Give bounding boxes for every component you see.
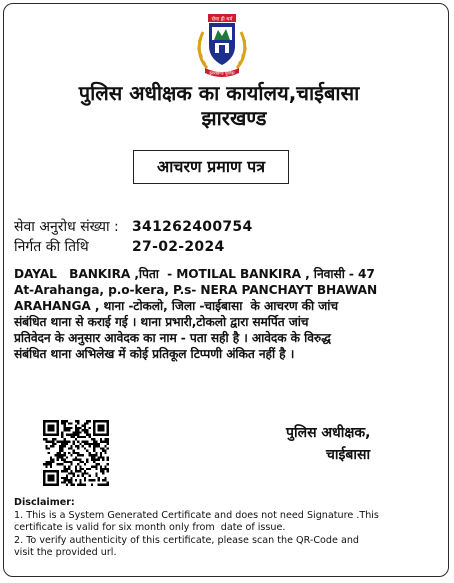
issue-date-row bbox=[14, 238, 225, 256]
disclaimer bbox=[14, 497, 444, 560]
jharkhand-police-emblem bbox=[193, 10, 251, 82]
laurel-left bbox=[197, 32, 207, 68]
service-request-value: 341262400754 bbox=[132, 219, 253, 235]
certificate-body bbox=[14, 266, 440, 362]
issue-date-value: 27-02-2024 bbox=[132, 239, 225, 255]
certificate-page bbox=[3, 3, 449, 577]
service-request-label: सेवा अनुरोध संख्या : bbox=[14, 219, 119, 235]
certificate-title: आचरण प्रमाण पत्र bbox=[133, 150, 289, 184]
office-title: पुलिस अधीक्षक का कार्यालय,चाईबासा bbox=[78, 81, 360, 105]
verification-qr-code[interactable] bbox=[43, 420, 109, 486]
issue-date-label: निर्गत की तिथि bbox=[14, 239, 89, 255]
emblem-scroll-text: झारखण्ड पुलिस bbox=[209, 71, 235, 77]
signature-location: चाईबासा bbox=[326, 447, 371, 463]
body-line: प्रतिवेदन के अनुसार आवेदक का नाम - पता सही है । आवेदक के विरुद्ध bbox=[14, 331, 331, 345]
disclaimer-line: 1. This is a System Generated Certificate and does not need Signature .This bbox=[14, 509, 379, 521]
office-state: झारखण्ड bbox=[201, 106, 267, 130]
service-request-row bbox=[14, 218, 253, 236]
disclaimer-heading: Disclaimer: bbox=[14, 497, 75, 508]
disclaimer-line: certificate is valid for six month only from date of issue. bbox=[14, 522, 286, 533]
emblem-motto: सेवा ही धर्म bbox=[211, 16, 233, 23]
signature-designation: पुलिस अधीक्षक, bbox=[286, 425, 371, 441]
body-line: DAYAL BANKIRA ,पिता - MOTILAL BANKIRA , निवासी - 47 bbox=[14, 267, 375, 281]
disclaimer-line: 2. To verify authenticity of this certificate, please scan the QR-Code and bbox=[14, 534, 359, 546]
body-line: संबंधित थाना से कराई गई । थाना प्रभारी,टोकलो द्वारा समर्पित जांच bbox=[14, 315, 309, 329]
body-line: ARAHANGA , थाना -टोकलो, जिला -चाईबासा के आचरण की जांच bbox=[14, 299, 338, 313]
disclaimer-line: visit the provided url. bbox=[14, 547, 117, 558]
signature-block bbox=[286, 422, 436, 466]
body-line: संबंधित थाना अभिलेख में कोई प्रतिकूल टिप्पणी अंकित नहीं है । bbox=[14, 347, 295, 361]
body-line: At-Arahanga, p.o-kera, P.s- NERA PANCHAYT BHAWAN bbox=[14, 283, 378, 297]
laurel-right bbox=[237, 32, 247, 68]
